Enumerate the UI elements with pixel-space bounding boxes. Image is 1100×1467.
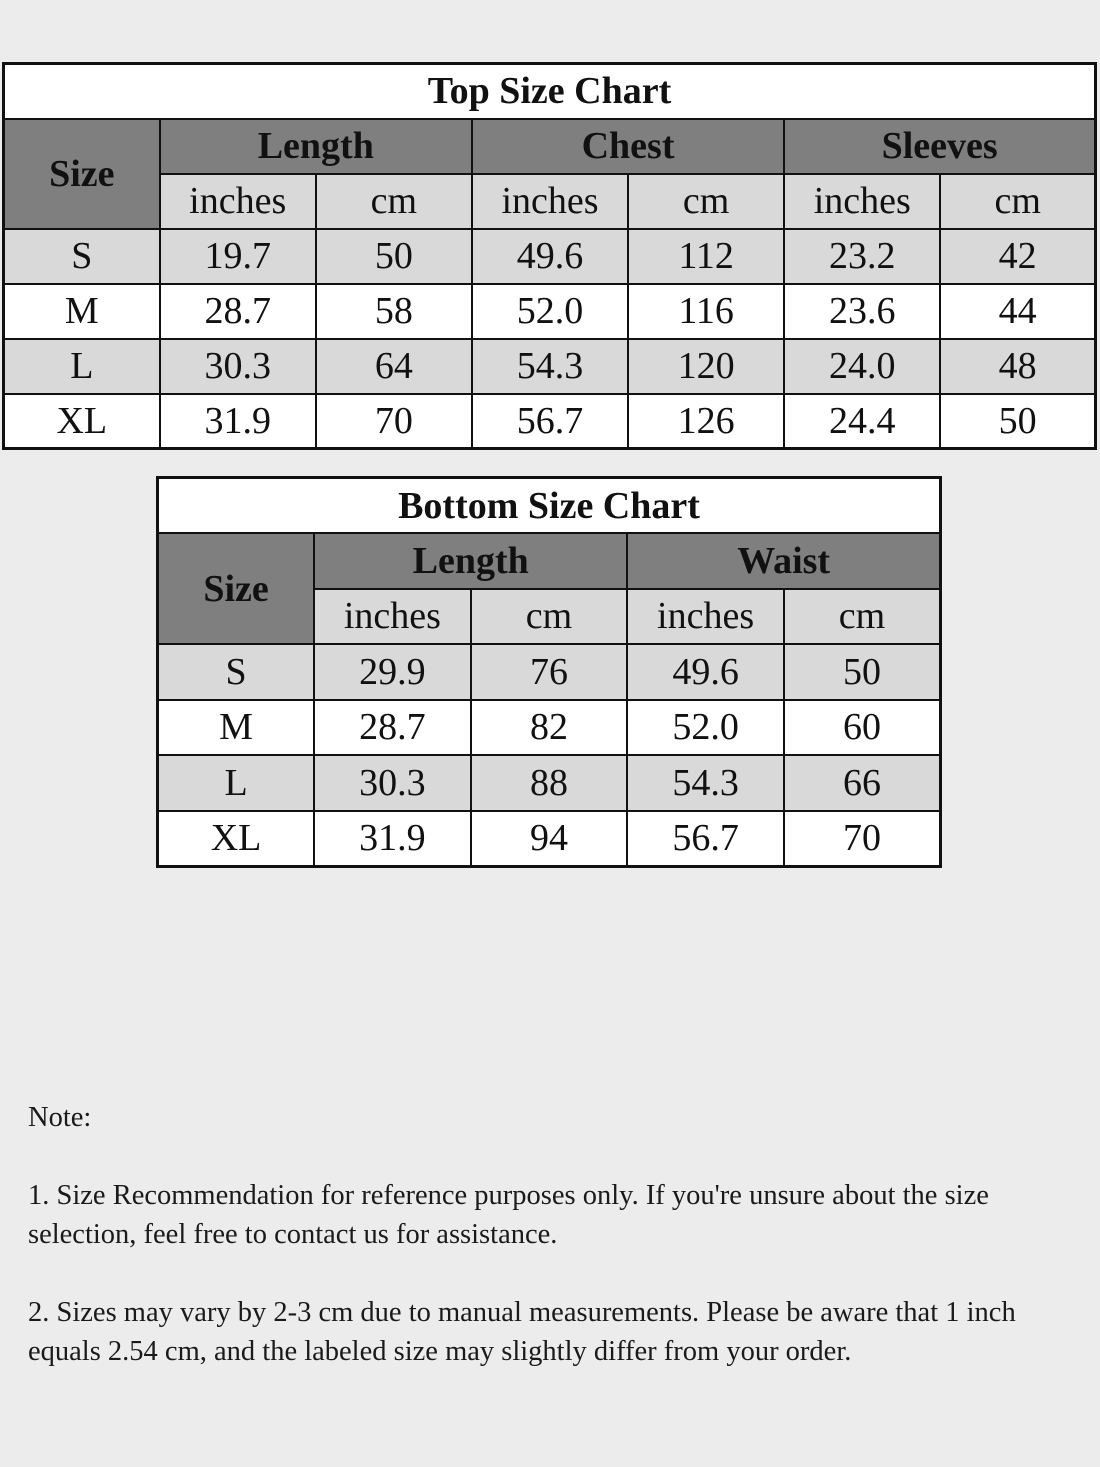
group-header-length: Length	[160, 119, 472, 174]
value-cell: 54.3	[472, 339, 628, 394]
bottom-chart-title: Bottom Size Chart	[158, 478, 941, 534]
value-cell: 76	[471, 644, 628, 700]
group-header-sleeves: Sleeves	[784, 119, 1095, 174]
value-cell: 94	[471, 811, 628, 867]
value-cell: 58	[316, 284, 472, 339]
table-row	[4, 394, 1096, 449]
group-header-chest: Chest	[472, 119, 784, 174]
value-cell: 50	[784, 644, 941, 700]
value-cell: 120	[628, 339, 784, 394]
value-cell: 29.9	[314, 644, 471, 700]
value-cell: 28.7	[160, 284, 316, 339]
table-row	[4, 339, 1096, 394]
unit-header: inches	[314, 589, 471, 645]
unit-header: cm	[628, 174, 784, 229]
table-row	[4, 284, 1096, 339]
top-chart-title: Top Size Chart	[4, 64, 1096, 119]
value-cell: 30.3	[160, 339, 316, 394]
value-cell: 56.7	[627, 811, 784, 867]
value-cell: 64	[316, 339, 472, 394]
value-cell: 52.0	[472, 284, 628, 339]
note-label: Note:	[28, 1102, 92, 1133]
unit-header: cm	[316, 174, 472, 229]
size-header: Size	[4, 119, 160, 229]
unit-header: cm	[940, 174, 1095, 229]
value-cell: 48	[940, 339, 1095, 394]
top-size-chart	[2, 62, 1097, 450]
value-cell: 50	[316, 229, 472, 284]
value-cell: 66	[784, 755, 941, 811]
value-cell: 31.9	[314, 811, 471, 867]
group-header-length: Length	[314, 533, 627, 589]
table-row	[158, 644, 941, 700]
value-cell: 50	[940, 394, 1095, 449]
unit-header: inches	[627, 589, 784, 645]
unit-header: inches	[784, 174, 940, 229]
table-row	[158, 755, 941, 811]
size-cell: L	[158, 755, 315, 811]
size-cell: M	[158, 700, 315, 756]
value-cell: 70	[784, 811, 941, 867]
unit-header: inches	[160, 174, 316, 229]
unit-header: cm	[784, 589, 941, 645]
value-cell: 23.2	[784, 229, 940, 284]
value-cell: 49.6	[472, 229, 628, 284]
notes-section	[28, 1098, 1078, 1410]
value-cell: 126	[628, 394, 784, 449]
value-cell: 88	[471, 755, 628, 811]
value-cell: 30.3	[314, 755, 471, 811]
value-cell: 60	[784, 700, 941, 756]
value-cell: 24.0	[784, 339, 940, 394]
size-cell: XL	[158, 811, 315, 867]
group-header-waist: Waist	[627, 533, 940, 589]
value-cell: 24.4	[784, 394, 940, 449]
value-cell: 112	[628, 229, 784, 284]
value-cell: 19.7	[160, 229, 316, 284]
value-cell: 28.7	[314, 700, 471, 756]
bottom-size-chart	[156, 476, 942, 868]
size-cell: M	[4, 284, 160, 339]
unit-header: cm	[471, 589, 628, 645]
note-item: 1. Size Recommendation for reference purposes only. If you're unsure about the size selection, feel free to contact us for assistance.	[28, 1180, 989, 1250]
value-cell: 54.3	[627, 755, 784, 811]
value-cell: 116	[628, 284, 784, 339]
size-cell: S	[4, 229, 160, 284]
value-cell: 31.9	[160, 394, 316, 449]
table-row	[158, 811, 941, 867]
value-cell: 82	[471, 700, 628, 756]
size-cell: L	[4, 339, 160, 394]
value-cell: 70	[316, 394, 472, 449]
size-cell: XL	[4, 394, 160, 449]
size-cell: S	[158, 644, 315, 700]
table-row	[158, 700, 941, 756]
value-cell: 42	[940, 229, 1095, 284]
value-cell: 23.6	[784, 284, 940, 339]
note-item: 2. Sizes may vary by 2-3 cm due to manual measurements. Please be aware that 1 inch equals 2.54 cm, and the labeled size may slightly differ from your order.	[28, 1297, 1016, 1367]
value-cell: 56.7	[472, 394, 628, 449]
value-cell: 49.6	[627, 644, 784, 700]
table-row	[4, 229, 1096, 284]
value-cell: 44	[940, 284, 1095, 339]
size-header: Size	[158, 533, 315, 644]
unit-header: inches	[472, 174, 628, 229]
value-cell: 52.0	[627, 700, 784, 756]
